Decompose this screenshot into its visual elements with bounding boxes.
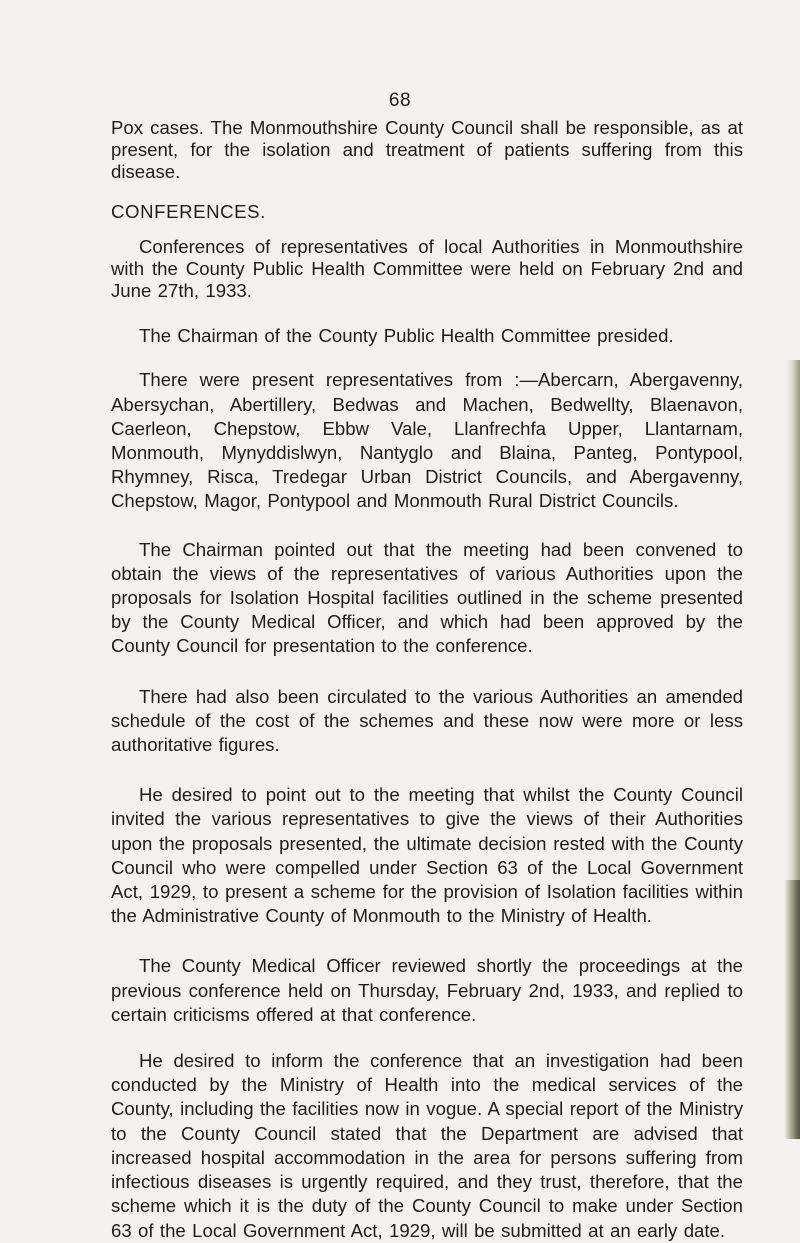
- page-number: 68: [388, 90, 412, 111]
- section-heading: CONFERENCES.: [111, 201, 266, 222]
- document-body: [111, 117, 743, 1243]
- paragraph-medical-officer-review: The County Medical Officer reviewed shortly the proceedings at the previous conference held on Thursday, February 2nd, 1933, and replied to certain criticisms offered at that conference.: [111, 955, 743, 1025]
- paragraph-representatives-present: There were present representatives from :—Abercarn, Abergavenny, Abersychan, Abertillery, Bedwas and Machen, Bedwellty, Blaenavon, Caerleon, Chepstow, Ebbw Vale, Llanfrechfa Upper, Llantarnam, Monmouth, Mynyddislwyn, Nantyglo and Blaina, Panteg, Pontypool, Rhymney, Risca, Tredegar Urban District Councils, and Abergavenny, Chepstow, Magor, Pontypool and Monmouth Rural District Councils.: [111, 369, 743, 512]
- page-edge-shadow-lower: [784, 880, 800, 1139]
- paragraph-ministry-investigation: He desired to inform the conference that an investigation had been conducted by the Ministry of Health into the medical services of the County, including the facilities now in vogue. A special report of the Ministry to the County Council stated that the Department are advised that increased hospital accommodation in the area for persons suffering from infectious diseases is urgently required, and they trust, therefore, that the scheme which it is the duty of the County Council to make under Section 63 of the Local Government Act, 1929, will be submitted at an early date.: [111, 1050, 743, 1241]
- paragraph-chairman-presided: The Chairman of the County Public Health Committee presided.: [139, 325, 674, 347]
- paragraph-meeting-convened: The Chairman pointed out that the meeting had been convened to obtain the views of the representatives of various Authorities upon the proposals for Isolation Hospital facilities outlined in the scheme presented by the County Medical Officer, and which had been approved by the County Council for presentation to the conference.: [111, 538, 743, 657]
- intro-paragraph: Pox cases. The Monmouthshire County Council shall be responsible, as at present, for the isolation and treatment of patients suffering from this disease.: [111, 117, 743, 182]
- paragraph-conferences: Conferences of representatives of local Authorities in Monmouthshire with the County Public Health Committee were held on February 2nd and June 27th, 1933.: [111, 236, 743, 302]
- paragraph-amended-schedule: There had also been circulated to the various Authorities an amended schedule of the cost of the schemes and these now were more or less authoritative figures.: [111, 685, 743, 756]
- paragraph-ultimate-decision: He desired to point out to the meeting that whilst the County Council invited the various representatives to give the views of their Authorities upon the proposals presented, the ultimate decision rested with the County Council who were compelled under Section 63 of the Local Government Act, 1929, to present a scheme for the provision of Isolation facilities within the Administrative County of Monmouth to the Ministry of Health.: [111, 784, 743, 927]
